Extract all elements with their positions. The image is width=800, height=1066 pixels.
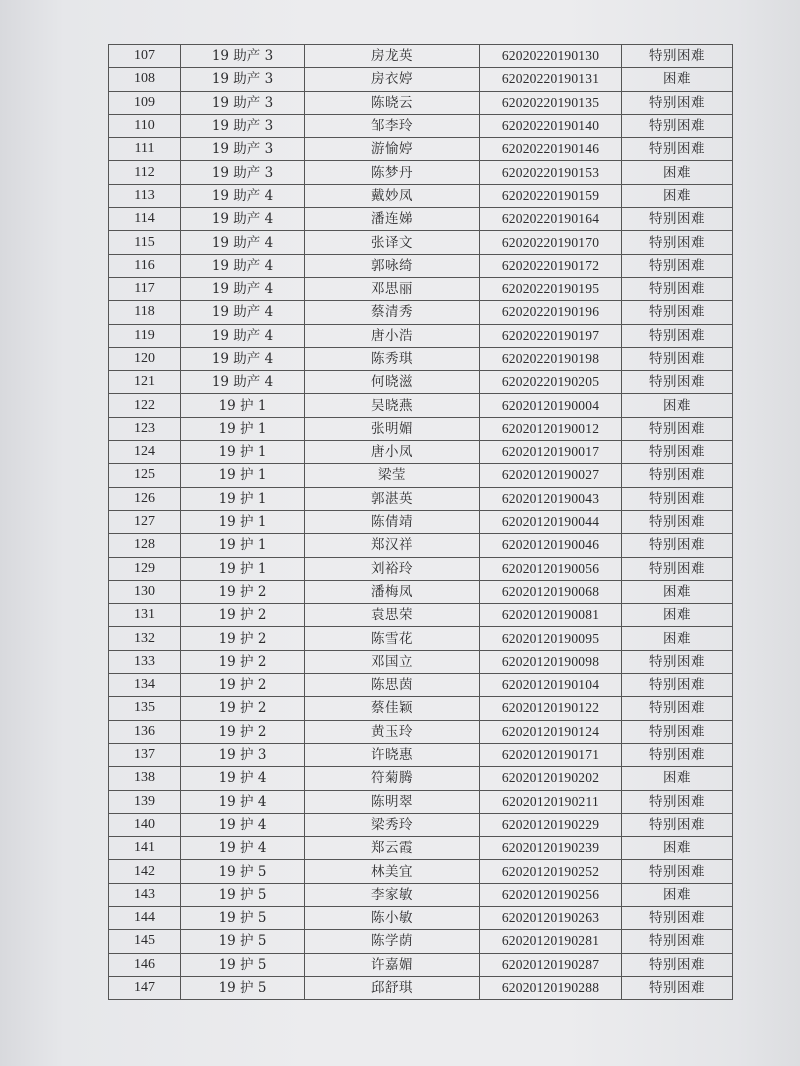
row-number-cell: 108 xyxy=(109,68,181,91)
student-id-cell: 62020120190043 xyxy=(480,487,622,510)
difficulty-level-cell: 特别困难 xyxy=(622,953,733,976)
difficulty-level-cell: 特别困难 xyxy=(622,906,733,929)
student-id-cell: 62020120190044 xyxy=(480,510,622,533)
class-name-cell: 19 助产 4 xyxy=(181,231,305,254)
student-name-cell: 许晓惠 xyxy=(305,743,480,766)
table-row xyxy=(109,580,733,603)
student-id-cell: 62020120190171 xyxy=(480,743,622,766)
row-number-cell: 146 xyxy=(109,953,181,976)
difficulty-level-cell: 特别困难 xyxy=(622,650,733,673)
difficulty-level-cell: 特别困难 xyxy=(622,208,733,231)
class-name-cell: 19 助产 3 xyxy=(181,161,305,184)
class-name-cell: 19 护 5 xyxy=(181,953,305,976)
student-name-cell: 陈雪花 xyxy=(305,627,480,650)
student-name-cell: 陈倩靖 xyxy=(305,510,480,533)
row-number-cell: 124 xyxy=(109,441,181,464)
table-row xyxy=(109,720,733,743)
student-id-cell: 62020120190229 xyxy=(480,813,622,836)
difficulty-level-cell: 困难 xyxy=(622,580,733,603)
student-id-cell: 62020120190211 xyxy=(480,790,622,813)
student-name-cell: 房衣婷 xyxy=(305,68,480,91)
difficulty-level-cell: 特别困难 xyxy=(622,301,733,324)
student-name-cell: 房龙英 xyxy=(305,45,480,68)
student-id-cell: 62020120190068 xyxy=(480,580,622,603)
student-id-cell: 62020220190146 xyxy=(480,138,622,161)
difficulty-level-cell: 特别困难 xyxy=(622,697,733,720)
class-name-cell: 19 护 2 xyxy=(181,650,305,673)
difficulty-level-cell: 特别困难 xyxy=(622,534,733,557)
row-number-cell: 130 xyxy=(109,580,181,603)
student-id-cell: 62020220190197 xyxy=(480,324,622,347)
row-number-cell: 140 xyxy=(109,813,181,836)
table-row xyxy=(109,860,733,883)
student-name-cell: 李家敏 xyxy=(305,883,480,906)
row-number-cell: 122 xyxy=(109,394,181,417)
student-id-cell: 62020220190198 xyxy=(480,347,622,370)
difficulty-level-cell: 特别困难 xyxy=(622,930,733,953)
student-name-cell: 袁思荣 xyxy=(305,604,480,627)
class-name-cell: 19 护 2 xyxy=(181,697,305,720)
table-row xyxy=(109,371,733,394)
difficulty-level-cell: 特别困难 xyxy=(622,790,733,813)
class-name-cell: 19 护 1 xyxy=(181,510,305,533)
difficulty-level-cell: 特别困难 xyxy=(622,114,733,137)
class-name-cell: 19 助产 4 xyxy=(181,301,305,324)
student-id-cell: 62020220190164 xyxy=(480,208,622,231)
class-name-cell: 19 助产 4 xyxy=(181,277,305,300)
student-id-cell: 62020120190124 xyxy=(480,720,622,743)
student-id-cell: 62020220190195 xyxy=(480,277,622,300)
student-name-cell: 刘裕玲 xyxy=(305,557,480,580)
row-number-cell: 127 xyxy=(109,510,181,533)
difficulty-level-cell: 特别困难 xyxy=(622,674,733,697)
student-name-cell: 游愉婷 xyxy=(305,138,480,161)
class-name-cell: 19 护 5 xyxy=(181,860,305,883)
class-name-cell: 19 护 4 xyxy=(181,790,305,813)
student-id-cell: 62020220190170 xyxy=(480,231,622,254)
student-id-cell: 62020120190122 xyxy=(480,697,622,720)
difficulty-level-cell: 困难 xyxy=(622,883,733,906)
class-name-cell: 19 护 5 xyxy=(181,906,305,929)
student-name-cell: 林美宜 xyxy=(305,860,480,883)
class-name-cell: 19 护 4 xyxy=(181,837,305,860)
difficulty-level-cell: 特别困难 xyxy=(622,277,733,300)
row-number-cell: 114 xyxy=(109,208,181,231)
student-list-table xyxy=(108,44,733,1000)
table-row xyxy=(109,324,733,347)
student-id-cell: 62020220190159 xyxy=(480,184,622,207)
student-id-cell: 62020120190081 xyxy=(480,604,622,627)
table-row xyxy=(109,813,733,836)
row-number-cell: 133 xyxy=(109,650,181,673)
table-row xyxy=(109,114,733,137)
student-id-cell: 62020220190153 xyxy=(480,161,622,184)
row-number-cell: 142 xyxy=(109,860,181,883)
class-name-cell: 19 助产 4 xyxy=(181,184,305,207)
row-number-cell: 143 xyxy=(109,883,181,906)
class-name-cell: 19 护 1 xyxy=(181,441,305,464)
difficulty-level-cell: 困难 xyxy=(622,394,733,417)
row-number-cell: 115 xyxy=(109,231,181,254)
row-number-cell: 147 xyxy=(109,976,181,999)
student-id-cell: 62020220190130 xyxy=(480,45,622,68)
table-row xyxy=(109,487,733,510)
row-number-cell: 141 xyxy=(109,837,181,860)
student-id-cell: 62020120190046 xyxy=(480,534,622,557)
table-row xyxy=(109,441,733,464)
difficulty-level-cell: 特别困难 xyxy=(622,720,733,743)
student-name-cell: 戴妙凤 xyxy=(305,184,480,207)
row-number-cell: 135 xyxy=(109,697,181,720)
student-id-cell: 62020120190017 xyxy=(480,441,622,464)
student-id-cell: 62020120190202 xyxy=(480,767,622,790)
student-name-cell: 陈梦丹 xyxy=(305,161,480,184)
row-number-cell: 132 xyxy=(109,627,181,650)
student-id-cell: 62020120190239 xyxy=(480,837,622,860)
student-id-cell: 62020220190172 xyxy=(480,254,622,277)
row-number-cell: 117 xyxy=(109,277,181,300)
table-row xyxy=(109,930,733,953)
student-name-cell: 潘梅凤 xyxy=(305,580,480,603)
class-name-cell: 19 护 2 xyxy=(181,627,305,650)
class-name-cell: 19 护 5 xyxy=(181,930,305,953)
table-row xyxy=(109,557,733,580)
student-id-cell: 62020120190263 xyxy=(480,906,622,929)
table-row xyxy=(109,976,733,999)
student-name-cell: 许嘉媚 xyxy=(305,953,480,976)
row-number-cell: 109 xyxy=(109,91,181,114)
difficulty-level-cell: 特别困难 xyxy=(622,976,733,999)
class-name-cell: 19 护 3 xyxy=(181,743,305,766)
class-name-cell: 19 助产 3 xyxy=(181,68,305,91)
student-name-cell: 邓思丽 xyxy=(305,277,480,300)
student-name-cell: 邓国立 xyxy=(305,650,480,673)
class-name-cell: 19 助产 3 xyxy=(181,114,305,137)
student-id-cell: 62020120190252 xyxy=(480,860,622,883)
table-row xyxy=(109,68,733,91)
student-name-cell: 郑云霞 xyxy=(305,837,480,860)
difficulty-level-cell: 特别困难 xyxy=(622,417,733,440)
student-name-cell: 唐小凤 xyxy=(305,441,480,464)
row-number-cell: 138 xyxy=(109,767,181,790)
row-number-cell: 120 xyxy=(109,347,181,370)
difficulty-level-cell: 特别困难 xyxy=(622,347,733,370)
row-number-cell: 125 xyxy=(109,464,181,487)
row-number-cell: 116 xyxy=(109,254,181,277)
student-name-cell: 蔡清秀 xyxy=(305,301,480,324)
student-id-cell: 62020120190281 xyxy=(480,930,622,953)
row-number-cell: 126 xyxy=(109,487,181,510)
row-number-cell: 144 xyxy=(109,906,181,929)
difficulty-level-cell: 困难 xyxy=(622,767,733,790)
table-row xyxy=(109,534,733,557)
row-number-cell: 123 xyxy=(109,417,181,440)
class-name-cell: 19 护 5 xyxy=(181,883,305,906)
table-row xyxy=(109,767,733,790)
class-name-cell: 19 护 1 xyxy=(181,487,305,510)
student-id-cell: 62020220190140 xyxy=(480,114,622,137)
table-row xyxy=(109,347,733,370)
table-row xyxy=(109,301,733,324)
class-name-cell: 19 护 1 xyxy=(181,557,305,580)
difficulty-level-cell: 特别困难 xyxy=(622,231,733,254)
student-id-cell: 62020120190027 xyxy=(480,464,622,487)
table-row xyxy=(109,161,733,184)
difficulty-level-cell: 困难 xyxy=(622,627,733,650)
student-id-cell: 62020220190131 xyxy=(480,68,622,91)
student-name-cell: 唐小浩 xyxy=(305,324,480,347)
table-row xyxy=(109,906,733,929)
row-number-cell: 110 xyxy=(109,114,181,137)
table-body xyxy=(109,45,733,1000)
class-name-cell: 19 护 2 xyxy=(181,604,305,627)
table-row xyxy=(109,697,733,720)
row-number-cell: 113 xyxy=(109,184,181,207)
student-name-cell: 张译文 xyxy=(305,231,480,254)
difficulty-level-cell: 特别困难 xyxy=(622,487,733,510)
table-row xyxy=(109,138,733,161)
table-row xyxy=(109,743,733,766)
class-name-cell: 19 助产 4 xyxy=(181,371,305,394)
student-id-cell: 62020120190256 xyxy=(480,883,622,906)
class-name-cell: 19 助产 4 xyxy=(181,254,305,277)
row-number-cell: 128 xyxy=(109,534,181,557)
class-name-cell: 19 护 4 xyxy=(181,767,305,790)
student-id-cell: 62020220190135 xyxy=(480,91,622,114)
difficulty-level-cell: 特别困难 xyxy=(622,91,733,114)
row-number-cell: 145 xyxy=(109,930,181,953)
table-row xyxy=(109,254,733,277)
class-name-cell: 19 助产 4 xyxy=(181,324,305,347)
table-row xyxy=(109,790,733,813)
table-row xyxy=(109,650,733,673)
row-number-cell: 112 xyxy=(109,161,181,184)
student-name-cell: 郭咏绮 xyxy=(305,254,480,277)
difficulty-level-cell: 困难 xyxy=(622,161,733,184)
student-name-cell: 陈晓云 xyxy=(305,91,480,114)
student-name-cell: 陈明翠 xyxy=(305,790,480,813)
student-id-cell: 62020120190287 xyxy=(480,953,622,976)
student-name-cell: 陈学荫 xyxy=(305,930,480,953)
student-name-cell: 郭湛英 xyxy=(305,487,480,510)
table-row xyxy=(109,510,733,533)
row-number-cell: 111 xyxy=(109,138,181,161)
difficulty-level-cell: 困难 xyxy=(622,184,733,207)
difficulty-level-cell: 困难 xyxy=(622,604,733,627)
table-row xyxy=(109,184,733,207)
difficulty-level-cell: 特别困难 xyxy=(622,371,733,394)
student-name-cell: 何晓滋 xyxy=(305,371,480,394)
student-name-cell: 陈秀琪 xyxy=(305,347,480,370)
class-name-cell: 19 护 2 xyxy=(181,580,305,603)
table-row xyxy=(109,627,733,650)
table-row xyxy=(109,883,733,906)
class-name-cell: 19 助产 3 xyxy=(181,45,305,68)
student-id-cell: 62020120190012 xyxy=(480,417,622,440)
difficulty-level-cell: 特别困难 xyxy=(622,813,733,836)
difficulty-level-cell: 特别困难 xyxy=(622,464,733,487)
student-id-cell: 62020120190095 xyxy=(480,627,622,650)
class-name-cell: 19 护 2 xyxy=(181,674,305,697)
class-name-cell: 19 护 1 xyxy=(181,417,305,440)
difficulty-level-cell: 特别困难 xyxy=(622,324,733,347)
row-number-cell: 134 xyxy=(109,674,181,697)
row-number-cell: 107 xyxy=(109,45,181,68)
student-name-cell: 梁莹 xyxy=(305,464,480,487)
table-row xyxy=(109,208,733,231)
table-row xyxy=(109,231,733,254)
difficulty-level-cell: 特别困难 xyxy=(622,860,733,883)
student-name-cell: 邹李玲 xyxy=(305,114,480,137)
class-name-cell: 19 助产 3 xyxy=(181,138,305,161)
row-number-cell: 139 xyxy=(109,790,181,813)
class-name-cell: 19 护 1 xyxy=(181,534,305,557)
class-name-cell: 19 护 5 xyxy=(181,976,305,999)
student-id-cell: 62020120190056 xyxy=(480,557,622,580)
difficulty-level-cell: 特别困难 xyxy=(622,557,733,580)
class-name-cell: 19 护 2 xyxy=(181,720,305,743)
difficulty-level-cell: 特别困难 xyxy=(622,45,733,68)
student-name-cell: 梁秀玲 xyxy=(305,813,480,836)
row-number-cell: 129 xyxy=(109,557,181,580)
student-name-cell: 陈小敏 xyxy=(305,906,480,929)
table-row xyxy=(109,464,733,487)
student-id-cell: 62020120190098 xyxy=(480,650,622,673)
student-id-cell: 62020220190196 xyxy=(480,301,622,324)
student-name-cell: 邱舒琪 xyxy=(305,976,480,999)
table-row xyxy=(109,953,733,976)
student-name-cell: 黄玉玲 xyxy=(305,720,480,743)
difficulty-level-cell: 特别困难 xyxy=(622,138,733,161)
class-name-cell: 19 护 4 xyxy=(181,813,305,836)
row-number-cell: 121 xyxy=(109,371,181,394)
table-row xyxy=(109,277,733,300)
table-row xyxy=(109,394,733,417)
table-row xyxy=(109,674,733,697)
row-number-cell: 118 xyxy=(109,301,181,324)
table-row xyxy=(109,91,733,114)
row-number-cell: 119 xyxy=(109,324,181,347)
row-number-cell: 137 xyxy=(109,743,181,766)
table-row xyxy=(109,417,733,440)
row-number-cell: 131 xyxy=(109,604,181,627)
class-name-cell: 19 助产 4 xyxy=(181,208,305,231)
difficulty-level-cell: 特别困难 xyxy=(622,441,733,464)
table-row xyxy=(109,45,733,68)
difficulty-level-cell: 困难 xyxy=(622,837,733,860)
difficulty-level-cell: 特别困难 xyxy=(622,254,733,277)
difficulty-level-cell: 特别困难 xyxy=(622,510,733,533)
student-name-cell: 陈思茵 xyxy=(305,674,480,697)
student-id-cell: 62020120190104 xyxy=(480,674,622,697)
difficulty-level-cell: 困难 xyxy=(622,68,733,91)
row-number-cell: 136 xyxy=(109,720,181,743)
table-row xyxy=(109,604,733,627)
student-id-cell: 62020220190205 xyxy=(480,371,622,394)
student-id-cell: 62020120190004 xyxy=(480,394,622,417)
student-name-cell: 符菊腾 xyxy=(305,767,480,790)
student-name-cell: 郑汉祥 xyxy=(305,534,480,557)
class-name-cell: 19 护 1 xyxy=(181,394,305,417)
student-name-cell: 潘连娣 xyxy=(305,208,480,231)
student-name-cell: 蔡佳颖 xyxy=(305,697,480,720)
class-name-cell: 19 助产 3 xyxy=(181,91,305,114)
student-id-cell: 62020120190288 xyxy=(480,976,622,999)
student-name-cell: 张明媚 xyxy=(305,417,480,440)
class-name-cell: 19 助产 4 xyxy=(181,347,305,370)
difficulty-level-cell: 特别困难 xyxy=(622,743,733,766)
class-name-cell: 19 护 1 xyxy=(181,464,305,487)
table-row xyxy=(109,837,733,860)
student-name-cell: 吴晓燕 xyxy=(305,394,480,417)
